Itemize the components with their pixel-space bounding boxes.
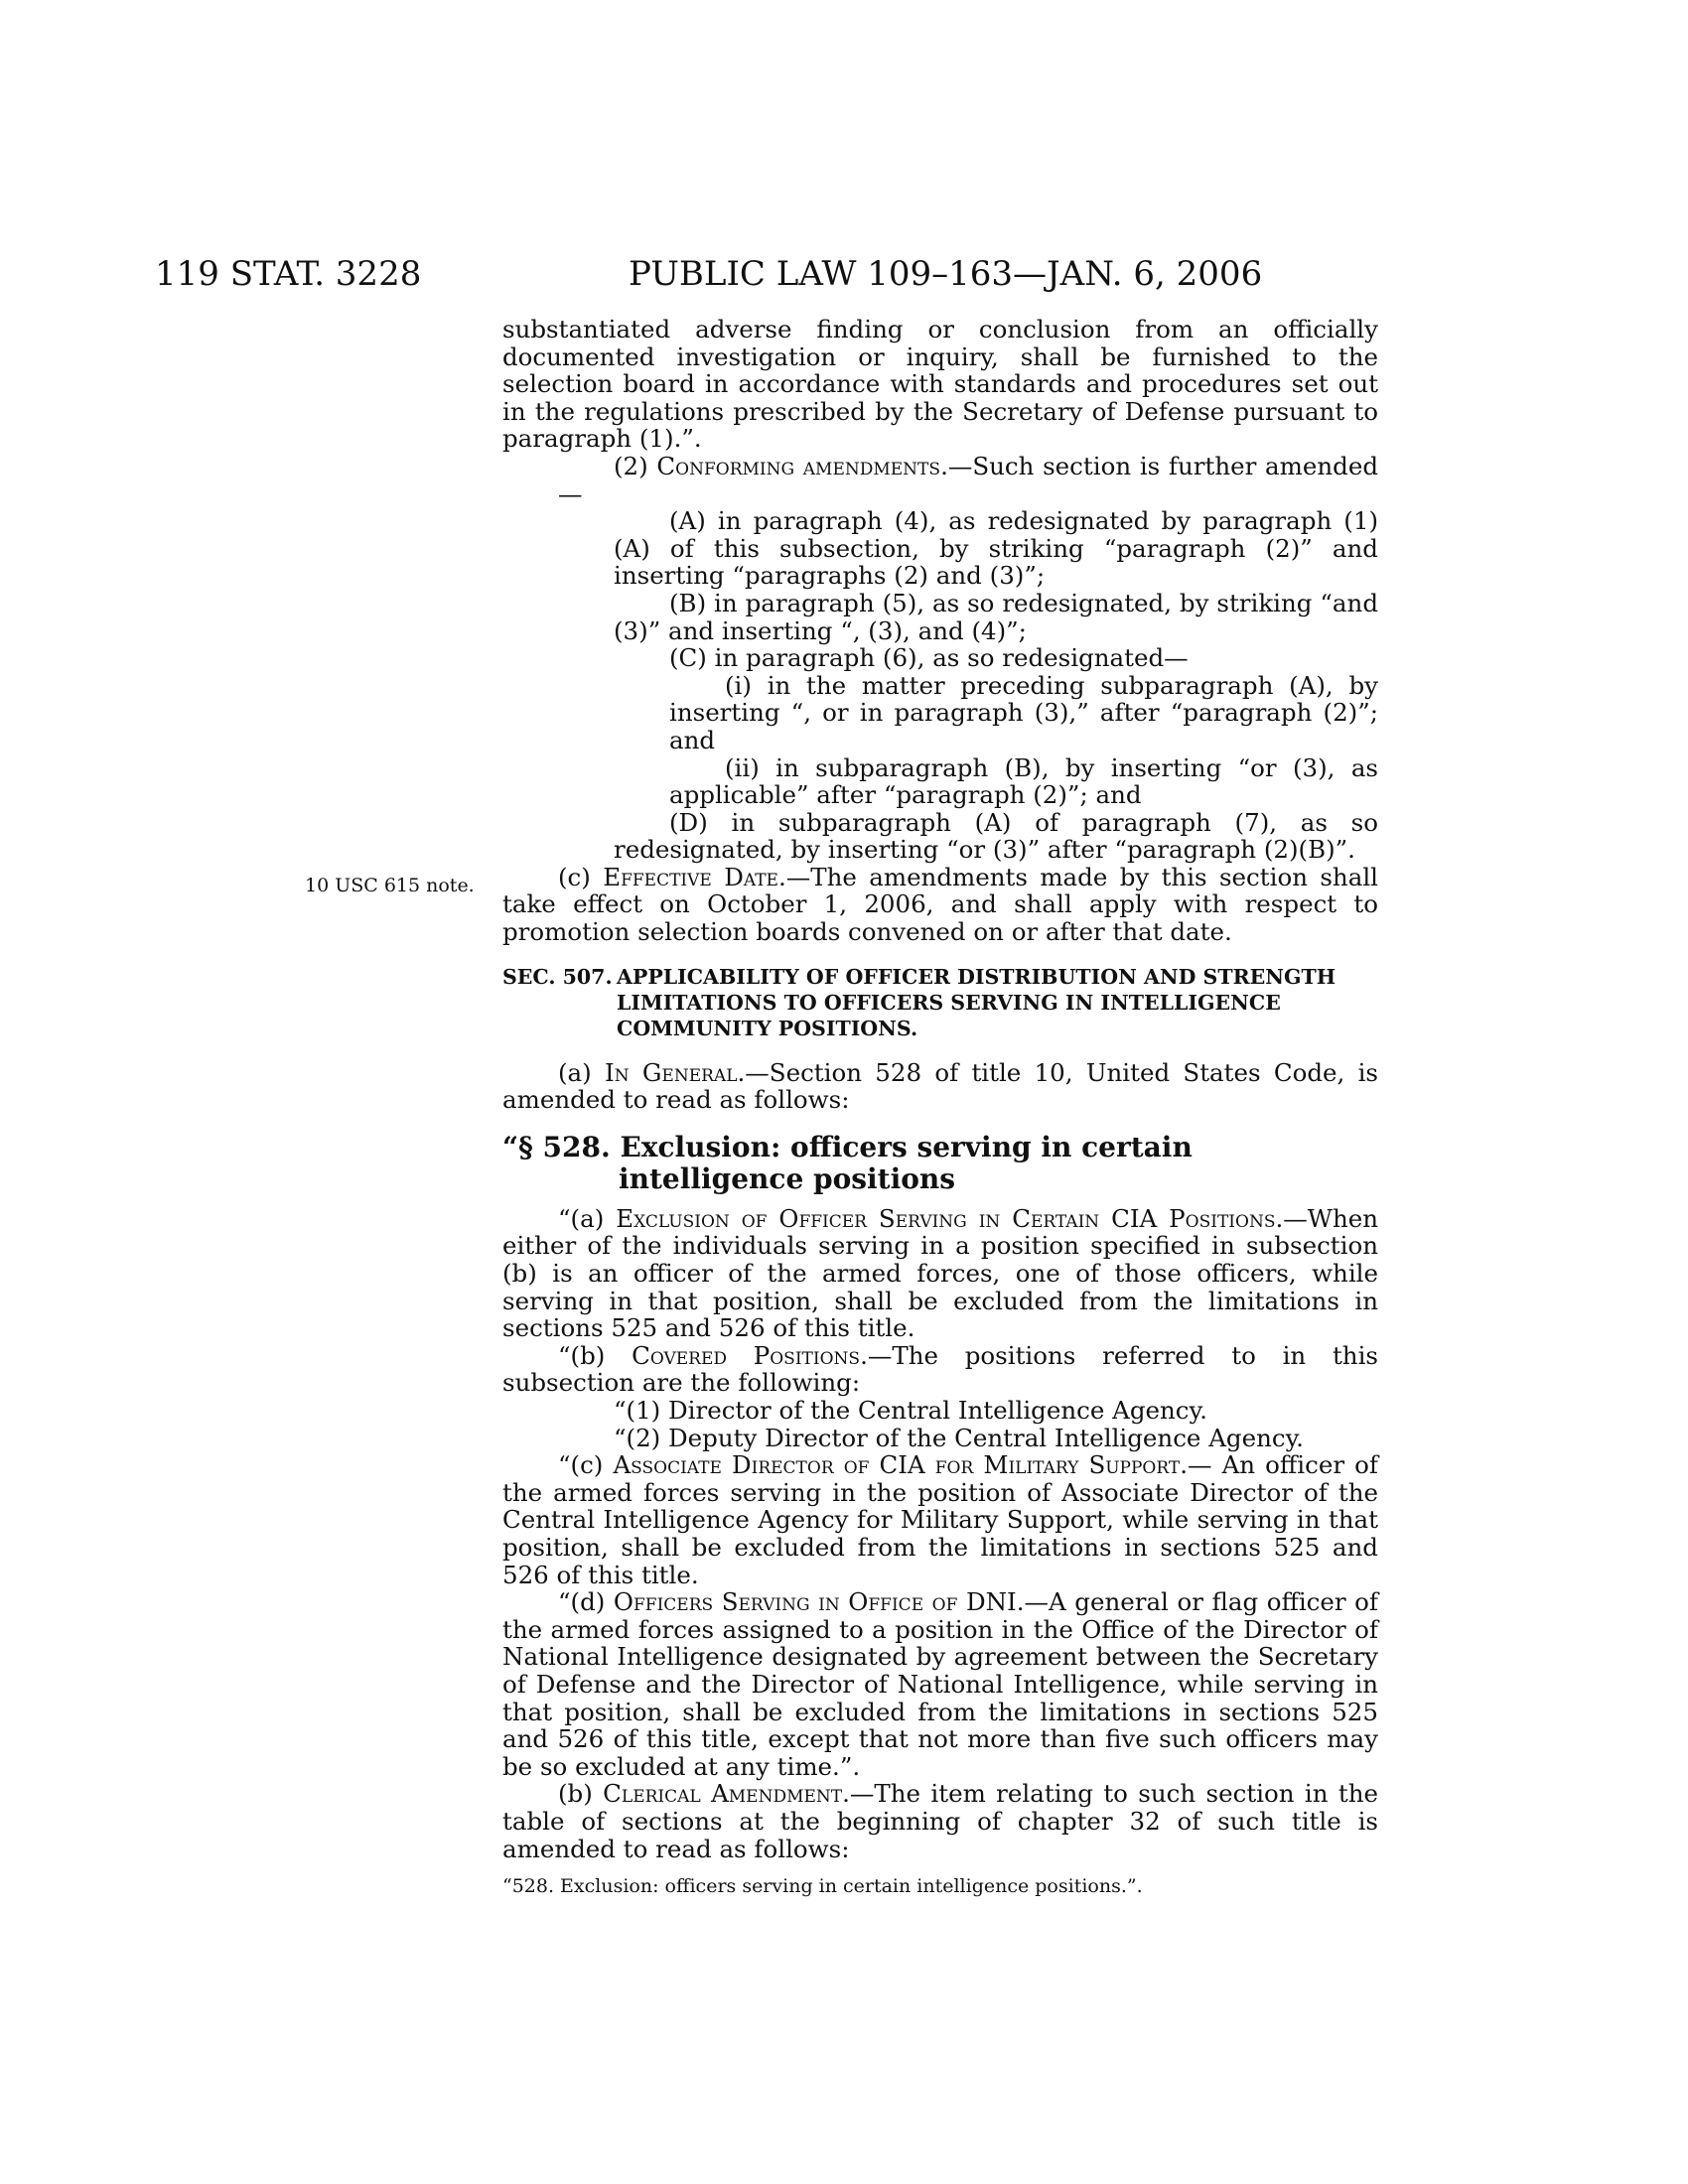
running-header-title: PUBLIC LAW 109–163—JAN. 6, 2006 [629,254,1263,294]
quoted-subsection-d: “(d) Officers Serving in Office of DNI.—A general or flag officer of the armed forces assigned to a position in the Office of the Director of National Intelligence designated by agreement between the Secretary of Defense and the Director of National Intelligence, while serving in that position, shall be excluded from the limitations in sections 525 and 526 of this title, except that not more than five such officers may be so excluded at any time.”. [502,1587,1379,1781]
subparagraph-D: (D) in subparagraph (A) of paragraph (7), as so redesignated, by inserting “or (3)” after “paragraph (2)(B)”. [614,807,1378,865]
subsection-c-effective-date: (c) Effective Date.—The amendments made by this section shall take effect on October 1, 2006, and shall apply with respect to promotion selection boards convened on or after that date. [502,862,1378,947]
continued-paragraph: substantiated adverse finding or conclusion from an officially documented investigation or inquiry, shall be furnished to the selection board in accordance with standards and procedures set out in the regulations prescribed by the Secretary of Defense pursuant to paragraph (1).”. [502,315,1378,454]
subparagraph-B: (B) in paragraph (5), as so redesignated, by striking “and (3)” and inserting “, (3), and (4)”; [614,588,1378,645]
section-heading: SEC. 507. APPLICABILITY OF OFFICER DISTRIBUTION AND STRENGTH LIMITATIONS TO OFFICERS SERVING IN INTELLIGENCE COMMUNITY POSITIONS. [502,964,1336,1040]
quoted-subsection-a: “(a) Exclusion of Officer Serving in Certain CIA Positions.—When either of the individuals serving in a position specified in subsection (b) is an officer of the armed forces, one of those officers, while serving in that position, shall be excluded from the limitations in sections 525 and 526 of this title. [502,1203,1378,1343]
quoted-subsection-b: “(b) Covered Positions.—The positions referred to in this subsection are the following: [502,1340,1378,1398]
paragraph-2: (2) Conforming amendments.—Such section is further amended— [558,451,1378,508]
body-text [502,316,1378,1898]
quoted-item-2: “(2) Deputy Director of the Central Intelligence Agency. [614,1423,1304,1452]
quoted-subsection-c: “(c) Associate Director of CIA for Military Support.— An officer of the armed forces serving in the position of Associate Director of the Central Intelligence Agency for Military Support, while serving in that position, shall be excluded from the limitations in sections 525 and 526 of this title. [502,1450,1378,1589]
margin-note: 10 USC 615 note. [305,875,475,896]
subparagraph-A: (A) in paragraph (4), as redesignated by paragraph (1)(A) of this subsection, by striking “paragraph (2)” and inserting “paragraphs (2) and (3)”; [614,506,1378,591]
subsection-a-in-general: (a) In General.—Section 528 of title 10, United States Code, is amended to read as follows: [502,1057,1379,1115]
quoted-section-heading: “§ 528. Exclusion: officers serving in certain intelligence positions [502,1130,1193,1195]
clause-ii: (ii) in subparagraph (B), by inserting “or (3), as applicable” after “paragraph (2)”; and [669,752,1378,810]
clause-i: (i) in the matter preceding subparagraph (A), by inserting “, or in paragraph (3),” after “paragraph (2)”; and [669,670,1378,754]
subsection-b-clerical-amendment: (b) Clerical Amendment.—The item relating to such section in the table of sections at the beginning of chapter 32 of such title is amended to read as follows: [502,1779,1378,1863]
table-of-sections-item: “528. Exclusion: officers serving in certain intelligence positions.”. [502,1875,1143,1898]
quoted-item-1: “(1) Director of the Central Intelligence Agency. [614,1396,1207,1425]
subparagraph-C: (C) in paragraph (6), as so redesignated— [669,643,1189,673]
statute-page-number: 119 STAT. 3228 [155,254,422,294]
